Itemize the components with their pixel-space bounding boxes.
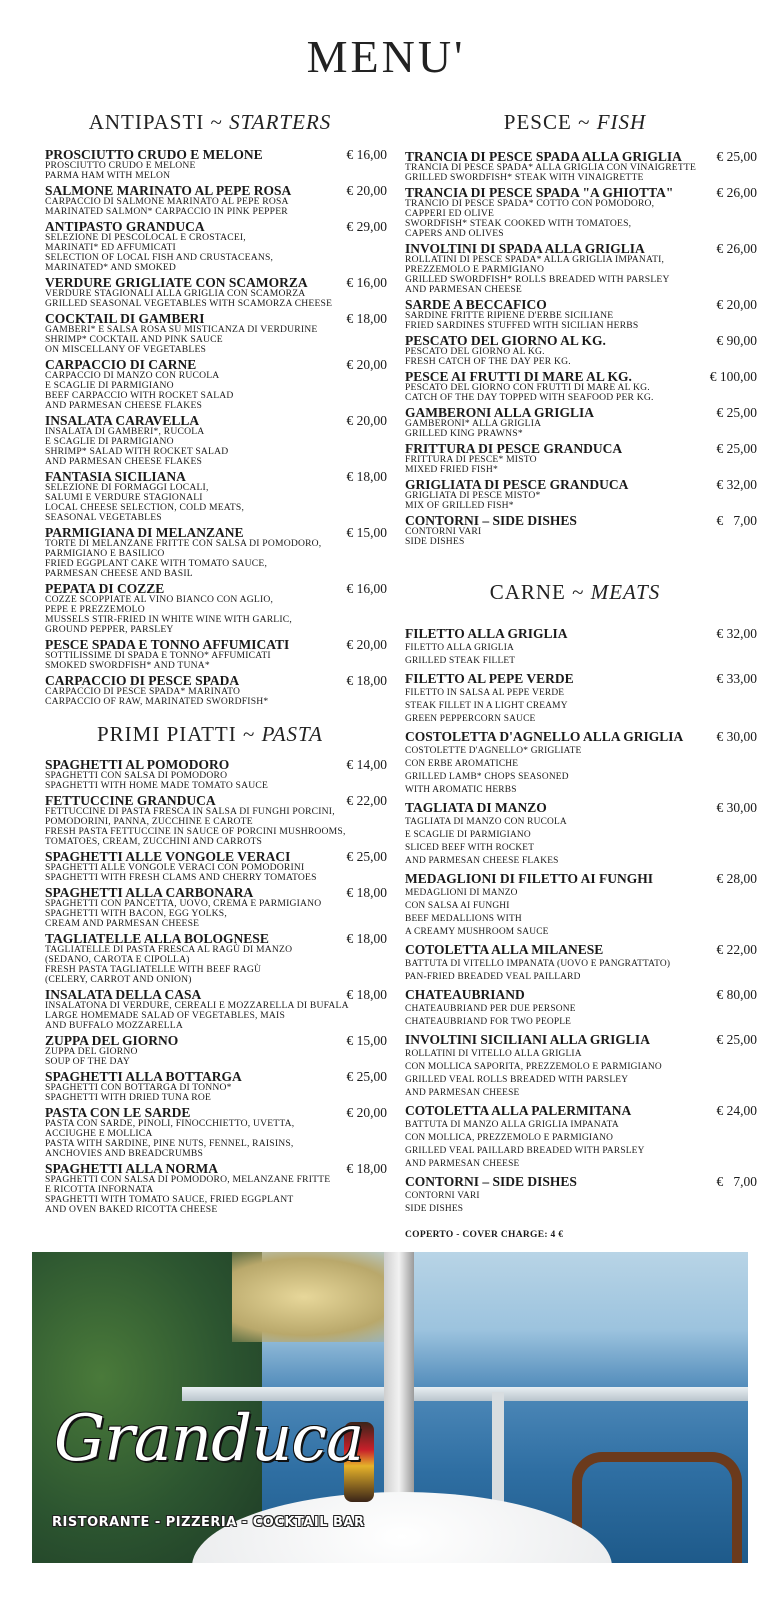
dish-price: € 15,00 (346, 525, 387, 540)
dish-name: SPAGHETTI ALLA CARBONARA (45, 885, 254, 900)
menu-item (45, 470, 387, 523)
dish-description: SPAGHETTI WITH TOMATO SAUCE, FRIED EGGPLANT (45, 1194, 294, 1205)
dish-description: SEASONAL VEGETABLES (45, 512, 162, 523)
dish-description: SELECTION OF LOCAL FISH AND CRUSTACEANS, (45, 252, 274, 263)
dish-description: PASTA WITH SARDINE, PINE NUTS, FENNEL, RAISINS, (45, 1138, 294, 1149)
dish-price: € 15,00 (346, 1033, 387, 1048)
menu-item-header (405, 1102, 757, 1119)
dish-description: SHRIMP* COCKTAIL AND PINK SAUCE (45, 334, 223, 345)
dish-description: GRILLED STEAK FILLET (405, 656, 516, 666)
dish-price: € 18,00 (346, 311, 387, 326)
menu-item (405, 625, 757, 668)
dish-description: SLICED BEEF WITH ROCKET (405, 843, 535, 853)
dish-description: GREEN PEPPERCORN SAUCE (405, 714, 536, 724)
dish-name: TRANCIA DI PESCE SPADA "A GHIOTTA" (405, 185, 674, 200)
menu-item (405, 941, 757, 984)
section-label: PRIMI PIATTI ~ (96, 722, 262, 746)
dish-name: COCKTAIL DI GAMBERI (45, 311, 205, 326)
dish-name: SPAGHETTI ALLA BOTTARGA (45, 1069, 242, 1084)
dish-description: AND OVEN BAKED RICOTTA CHEESE (45, 1204, 218, 1215)
dish-description: SPAGHETTI WITH DRIED TUNA ROE (45, 1092, 212, 1103)
menu-item (45, 526, 387, 579)
menu-item-header (405, 941, 757, 958)
dish-price: € 100,00 (709, 369, 757, 384)
dish-description: PARMA HAM WITH MELON (45, 170, 171, 181)
menu-item (405, 870, 757, 939)
dish-price: € 24,00 (716, 1103, 757, 1118)
dish-description: GRILLED SEASONAL VEGETABLES WITH SCAMORZA CHEESE (45, 298, 333, 309)
dish-price: € 18,00 (346, 1161, 387, 1176)
dish-price: € 16,00 (346, 581, 387, 596)
dish-name: PESCATO DEL GIORNO AL KG. (405, 333, 606, 348)
menu-item (405, 1102, 757, 1171)
dish-name: COTOLETTA ALLA MILANESE (405, 942, 604, 957)
dish-name: SALMONE MARINATO AL PEPE ROSA (45, 183, 292, 198)
menu-item (45, 674, 387, 707)
menu-item-header (405, 728, 757, 745)
dish-description: BATTUTA DI MANZO ALLA GRIGLIA IMPANATA (405, 1120, 619, 1130)
dish-description: TAGLIATELLE DI PASTA FRESCA AL RAGÙ DI MANZO (45, 944, 293, 955)
dish-description: SPAGHETTI CON SALSA DI POMODORO (45, 770, 228, 781)
dish-description: PREZZEMOLO E PARMIGIANO (405, 264, 545, 275)
dish-description: AND BUFFALO MOZZARELLA (45, 1020, 183, 1031)
dish-description: SPAGHETTI CON BOTTARGA DI TONNO* (45, 1082, 232, 1093)
dish-name: PESCE SPADA E TONNO AFFUMICATI (45, 637, 290, 652)
dish-description: PEPE E PREZZEMOLO (45, 604, 145, 615)
dish-description: AND PARMESAN CHEESE FLAKES (405, 856, 559, 866)
dish-description: MARINATED* AND SMOKED (45, 262, 177, 273)
dish-description: CON MOLLICA SAPORITA, PREZZEMOLO E PARMIGIANO (405, 1062, 662, 1072)
dish-description: CARPACCIO DI SALMONE MARINATO AL PEPE ROSA (45, 196, 289, 207)
dish-description: ROLLATINI DI PESCE SPADA* ALLA GRIGLIA IMPANATI, (405, 254, 665, 265)
menu-item (45, 886, 387, 929)
dish-description: AND PARMESAN CHEESE (405, 1088, 520, 1098)
menu-item-header (405, 986, 757, 1003)
dish-name: GAMBERONI ALLA GRIGLIA (405, 405, 595, 420)
dish-name: PARMIGIANA DI MELANZANE (45, 525, 244, 540)
dish-description: GRILLED LAMB* CHOPS SEASONED (405, 772, 569, 782)
dish-name: COTOLETTA ALLA PALERMITANA (405, 1103, 632, 1118)
dish-price: € 16,00 (346, 275, 387, 290)
dish-price: € 30,00 (716, 800, 757, 815)
menu-item (45, 582, 387, 635)
dish-price: € 33,00 (716, 671, 757, 686)
section-header-primi (40, 722, 380, 746)
section-pesce (405, 150, 757, 550)
menu-item (45, 220, 387, 273)
dish-description: TAGLIATA DI MANZO CON RUCOLA (405, 817, 567, 827)
dish-description: SPAGHETTI WITH BACON, EGG YOLKS, (45, 908, 227, 919)
dish-description: CONTORNI VARI (405, 526, 482, 537)
dish-name: TRANCIA DI PESCE SPADA ALLA GRIGLIA (405, 149, 682, 164)
dish-description: SPAGHETTI CON SALSA DI POMODORO, MELANZANE FRITTE (45, 1174, 331, 1185)
dish-description: GRIGLIATA DI PESCE MISTO* (405, 490, 541, 501)
dish-description: E SCAGLIE DI PARMIGIANO (45, 380, 174, 391)
dish-price: € 14,00 (346, 757, 387, 772)
dish-price: € 25,00 (716, 441, 757, 456)
dish-name: PROSCIUTTO CRUDO E MELONE (45, 147, 263, 162)
dish-name: PESCE AI FRUTTI DI MARE AL KG. (405, 369, 632, 384)
dish-price: € 20,00 (346, 183, 387, 198)
section-label: PESCE ~ (503, 110, 597, 134)
menu-item (45, 276, 387, 309)
dish-name: PEPATA DI COZZE (45, 581, 165, 596)
dish-name: CARPACCIO DI CARNE (45, 357, 197, 372)
dish-description: VERDURE STAGIONALI ALLA GRIGLIA CON SCAMORZA (45, 288, 306, 299)
dish-description: ON MISCELLANY OF VEGETABLES (45, 344, 207, 355)
menu-item (45, 148, 387, 181)
dish-description: FRIED SARDINES STUFFED WITH SICILIAN HERBS (405, 320, 639, 331)
dish-name: MEDAGLIONI DI FILETTO AI FUNGHI (405, 871, 654, 886)
dish-name: TAGLIATA DI MANZO (405, 800, 547, 815)
cover-charge: COPERTO - COVER CHARGE: 4 € (405, 1230, 564, 1240)
dish-description: FILETTO ALLA GRIGLIA (405, 643, 515, 653)
dish-name: FILETTO AL PEPE VERDE (405, 671, 574, 686)
dish-description: CAPERS AND OLIVES (405, 228, 504, 239)
dish-description: GRILLED SWORDFISH* ROLLS BREADED WITH PARSLEY (405, 274, 670, 285)
dish-price: € 25,00 (716, 1032, 757, 1047)
menu-item (45, 988, 387, 1031)
dish-description: CREAM AND PARMESAN CHEESE (45, 918, 200, 929)
dish-description: SPAGHETTI ALLE VONGOLE VERACI CON POMODORINI (45, 862, 305, 873)
dish-description: (CELERY, CARROT AND ONION) (45, 974, 192, 985)
section-label-en: FISH (596, 110, 647, 134)
dish-description: PESCATO DEL GIORNO AL KG. (405, 346, 545, 357)
menu-item-header (405, 670, 757, 687)
dish-name: FILETTO ALLA GRIGLIA (405, 626, 568, 641)
dish-description: CON MOLLICA, PREZZEMOLO E PARMIGIANO (405, 1133, 614, 1143)
dish-name: INVOLTINI DI SPADA ALLA GRIGLIA (405, 241, 645, 256)
dish-description: INSALATONA DI VERDURE, CEREALI E MOZZARELLA DI BUFALA (45, 1000, 349, 1011)
dish-price: € 18,00 (346, 885, 387, 900)
dish-description: PESCATO DEL GIORNO CON FRUTTI DI MARE AL KG. (405, 382, 650, 393)
menu-item (45, 1034, 387, 1067)
menu-item-header (405, 1173, 757, 1190)
dish-description: AND PARMESAN CHEESE (405, 1159, 520, 1169)
dish-name: GRIGLIATA DI PESCE GRANDUCA (405, 477, 629, 492)
dish-price: € 20,00 (716, 297, 757, 312)
dish-description: MARINATI* ED AFFUMICATI (45, 242, 176, 253)
dish-name: FANTASIA SICILIANA (45, 469, 186, 484)
dish-price: € 22,00 (716, 942, 757, 957)
dish-description: LARGE HOMEMADE SALAD OF VEGETABLES, MAIS (45, 1010, 285, 1021)
dish-name: PASTA CON LE SARDE (45, 1105, 191, 1120)
section-label: ANTIPASTI ~ (88, 110, 230, 134)
dish-description: SIDE DISHES (405, 536, 465, 547)
dish-name: TAGLIATELLE ALLA BOLOGNESE (45, 931, 269, 946)
menu-item (405, 670, 757, 726)
dish-price: € 32,00 (716, 626, 757, 641)
granduca-logo: Granduca (54, 1402, 364, 1476)
dish-description: PARMESAN CHEESE AND BASIL (45, 568, 193, 579)
dish-price: € 22,00 (346, 793, 387, 808)
dish-price: € 7,00 (716, 1174, 757, 1189)
dish-description: FRITTURA DI PESCE* MISTO (405, 454, 537, 465)
menu-item (45, 932, 387, 985)
dish-name: FETTUCCINE GRANDUCA (45, 793, 216, 808)
section-carne (405, 625, 757, 1241)
dish-price: € 32,00 (716, 477, 757, 492)
dish-price: € 18,00 (346, 469, 387, 484)
menu-item-header (405, 870, 757, 887)
dish-description: ANCHOVIES AND BREADCRUMBS (45, 1148, 203, 1159)
dish-description: E RICOTTA INFORNATA (45, 1184, 154, 1195)
dish-description: ACCIUGHE E MOLLICA (45, 1128, 153, 1139)
menu-item-header (405, 625, 757, 642)
dish-description: MEDAGLIONI DI MANZO (405, 888, 518, 898)
menu-item (405, 986, 757, 1029)
dish-description: SHRIMP* SALAD WITH ROCKET SALAD (45, 446, 229, 457)
dish-name: FRITTURA DI PESCE GRANDUCA (405, 441, 623, 456)
dish-price: € 16,00 (346, 147, 387, 162)
menu-item (405, 150, 757, 183)
dish-description: FRESH PASTA FETTUCCINE IN SAUCE OF PORCINI MUSHROOMS, (45, 826, 346, 837)
dish-description: LOCAL CHEESE SELECTION, COLD MEATS, (45, 502, 245, 513)
dish-description: CARPACCIO DI PESCE SPADA* MARINATO (45, 686, 241, 697)
dish-description: CARPACCIO OF RAW, MARINATED SWORDFISH* (45, 696, 269, 707)
menu-item (405, 370, 757, 403)
dish-price: € 28,00 (716, 871, 757, 886)
menu-item (405, 406, 757, 439)
dish-description: GAMBERONI* ALLA GRIGLIA (405, 418, 542, 429)
dish-description: SOUP OF THE DAY (45, 1056, 131, 1067)
dish-price: € 18,00 (346, 987, 387, 1002)
dish-description: FILETTO IN SALSA AL PEPE VERDE (405, 688, 565, 698)
dish-description: COSTOLETTE D'AGNELLO* GRIGLIATE (405, 746, 582, 756)
dish-price: € 20,00 (346, 413, 387, 428)
dish-description: AND PARMESAN CHEESE (405, 284, 522, 295)
dish-name: CHATEAUBRIAND (405, 987, 525, 1002)
dish-price: € 25,00 (716, 405, 757, 420)
dish-description: SOTTILISSIME DI SPADA E TONNO* AFFUMICATI (45, 650, 271, 661)
dish-description: AND PARMESAN CHEESE FLAKES (45, 400, 203, 411)
dish-description: MUSSELS STIR-FRIED IN WHITE WINE WITH GARLIC, (45, 614, 292, 625)
dish-description: SARDINE FRITTE RIPIENE D'ERBE SICILIANE (405, 310, 614, 321)
dish-description: GROUND PEPPER, PARSLEY (45, 624, 174, 635)
dish-description: COZZE SCOPPIATE AL VINO BIANCO CON AGLIO, (45, 594, 274, 605)
dish-name: CARPACCIO DI PESCE SPADA (45, 673, 240, 688)
dish-name: SPAGHETTI ALLA NORMA (45, 1161, 219, 1176)
dish-description: BATTUTA DI VITELLO IMPANATA (UOVO E PANGRATTATO) (405, 959, 671, 969)
dish-description: PAN-FRIED BREADED VEAL PAILLARD (405, 972, 581, 982)
dish-description: PROSCIUTTO CRUDO E MELONE (45, 160, 196, 171)
menu-item (405, 799, 757, 868)
dish-description: STEAK FILLET IN A LIGHT CREAMY (405, 701, 568, 711)
dish-price: € 29,00 (346, 219, 387, 234)
dish-description: INSALATA DI GAMBERI*, RUCOLA (45, 426, 205, 437)
dish-name: VERDURE GRIGLIATE CON SCAMORZA (45, 275, 308, 290)
menu-item (45, 758, 387, 791)
dish-price: € 25,00 (346, 1069, 387, 1084)
dish-description: CARPACCIO DI MANZO CON RUCOLA (45, 370, 220, 381)
dish-description: SPAGHETTI CON PANCETTA, UOVO, CREMA E PARMIGIANO (45, 898, 322, 909)
section-antipasti (45, 148, 387, 710)
menu-item (45, 184, 387, 217)
dish-description: CHATEAUBRIAND PER DUE PERSONE (405, 1004, 576, 1014)
dish-description: CAPPERI ED OLIVE (405, 208, 495, 219)
dish-description: CHATEAUBRIAND FOR TWO PEOPLE (405, 1017, 572, 1027)
dish-description: PARMIGIANO E BASILICO (45, 548, 165, 559)
section-header-carne (405, 580, 745, 604)
dish-description: (SEDANO, CAROTA E CIPOLLA) (45, 954, 190, 965)
dish-description: TOMATOES, CREAM, ZUCCHINI AND CARROTS (45, 836, 263, 847)
menu-item (405, 1173, 757, 1216)
dish-description: CON ERBE AROMATICHE (405, 759, 519, 769)
dish-name: SPAGHETTI ALLE VONGOLE VERACI (45, 849, 291, 864)
menu-item (45, 358, 387, 411)
menu-item (45, 850, 387, 883)
dish-description: SELEZIONE DI FORMAGGI LOCALI, (45, 482, 209, 493)
dish-name: INSALATA CARAVELLA (45, 413, 200, 428)
section-primi (45, 758, 387, 1218)
dish-description: GRILLED SWORDFISH* STEAK WITH VINAIGRETTE (405, 172, 644, 183)
menu-item (405, 478, 757, 511)
menu-item (45, 312, 387, 355)
dish-description: SPAGHETTI WITH HOME MADE TOMATO SAUCE (45, 780, 269, 791)
dish-name: ZUPPA DEL GIORNO (45, 1033, 179, 1048)
dish-price: € 18,00 (346, 673, 387, 688)
dish-description: BEEF CARPACCIO WITH ROCKET SALAD (45, 390, 234, 401)
dish-description: PASTA CON SARDE, PINOLI, FINOCCHIETTO, UVETTA, (45, 1118, 295, 1129)
menu-item (45, 794, 387, 847)
dish-name: SARDE A BECCAFICO (405, 297, 547, 312)
dish-price: € 20,00 (346, 357, 387, 372)
dish-description: SIDE DISHES (405, 1204, 464, 1214)
menu-item (45, 414, 387, 467)
section-label-en: PASTA (261, 722, 324, 746)
brand-tagline: RISTORANTE - PIZZERIA - COCKTAIL BAR (52, 1515, 365, 1530)
dish-description: E SCAGLIE DI PARMIGIANO (45, 436, 174, 447)
dish-description: FRIED EGGPLANT CAKE WITH TOMATO SAUCE, (45, 558, 268, 569)
dish-name: COSTOLETTA D'AGNELLO ALLA GRIGLIA (405, 729, 684, 744)
menu-item (45, 1162, 387, 1215)
menu-item (405, 298, 757, 331)
dish-description: GRILLED VEAL PAILLARD BREADED WITH PARSLEY (405, 1146, 645, 1156)
dish-description: GRILLED KING PRAWNS* (405, 428, 523, 439)
dish-name: INVOLTINI SICILIANI ALLA GRIGLIA (405, 1032, 650, 1047)
dish-description: CATCH OF THE DAY TOPPED WITH SEAFOOD PER KG. (405, 392, 654, 403)
dish-description: SALUMI E VERDURE STAGIONALI (45, 492, 203, 503)
dish-price: € 26,00 (716, 185, 757, 200)
section-header-antipasti (40, 110, 380, 134)
dish-description: ROLLATINI DI VITELLO ALLA GRIGLIA (405, 1049, 582, 1059)
menu-item-header (405, 1031, 757, 1048)
dish-description: E SCAGLIE DI PARMIGIANO (405, 830, 531, 840)
dish-price: € 20,00 (346, 637, 387, 652)
dish-price: € 25,00 (346, 849, 387, 864)
dish-description: GRILLED VEAL ROLLS BREADED WITH PARSLEY (405, 1075, 629, 1085)
dish-price: € 20,00 (346, 1105, 387, 1120)
dish-description: SPAGHETTI WITH FRESH CLAMS AND CHERRY TOMATOES (45, 872, 317, 883)
menu-item (45, 1106, 387, 1159)
dish-description: FETTUCCINE DI PASTA FRESCA IN SALSA DI FUNGHI PORCINI, (45, 806, 335, 817)
dish-description: TORTE DI MELANZANE FRITTE CON SALSA DI POMODORO, (45, 538, 322, 549)
section-label: CARNE ~ (489, 580, 591, 604)
dish-price: € 30,00 (716, 729, 757, 744)
dish-description: POMODORINI, PANNA, ZUCCHINE E CAROTE (45, 816, 253, 827)
dish-description: MIXED FRIED FISH* (405, 464, 498, 475)
dish-description: SWORDFISH* STEAK COOKED WITH TOMATOES, (405, 218, 632, 229)
menu-item (45, 638, 387, 671)
dish-price: € 26,00 (716, 241, 757, 256)
dish-description: AND PARMESAN CHEESE FLAKES (45, 456, 203, 467)
dish-description: TRANCIA DI PESCE SPADA* ALLA GRIGLIA CON VINAIGRETTE (405, 162, 697, 173)
menu-item-header (405, 799, 757, 816)
dish-description: A CREAMY MUSHROOM SAUCE (405, 927, 549, 937)
restaurant-photo (32, 1252, 748, 1563)
dish-price: € 80,00 (716, 987, 757, 1002)
dish-description: CON SALSA AI FUNGHI (405, 901, 510, 911)
dish-price: € 25,00 (716, 149, 757, 164)
dish-description: GAMBERI* E SALSA ROSA SU MISTICANZA DI VERDURINE (45, 324, 318, 335)
menu-item (405, 442, 757, 475)
section-label-en: MEATS (590, 580, 661, 604)
dish-description: SELEZIONE DI PESCOLOCAL E CROSTACEI, (45, 232, 246, 243)
dish-name: CONTORNI – SIDE DISHES (405, 1174, 577, 1189)
dish-description: MARINATED SALMON* CARPACCIO IN PINK PEPPER (45, 206, 288, 217)
dish-description: FRESH PASTA TAGLIATELLE WITH BEEF RAGÙ (45, 964, 262, 975)
dish-description: BEEF MEDALLIONS WITH (405, 914, 522, 924)
section-label-en: STARTERS (229, 110, 332, 134)
dish-description: WITH AROMATIC HERBS (405, 785, 517, 795)
menu-item (405, 186, 757, 239)
railing-image (182, 1387, 748, 1401)
dish-price: € 90,00 (716, 333, 757, 348)
dish-name: INSALATA DELLA CASA (45, 987, 202, 1002)
dish-description: FRESH CATCH OF THE DAY PER KG. (405, 356, 571, 367)
dish-description: TRANCIO DI PESCE SPADA* COTTO CON POMODORO, (405, 198, 655, 209)
dish-price: € 7,00 (716, 513, 757, 528)
dish-name: CONTORNI – SIDE DISHES (405, 513, 577, 528)
menu-item (405, 1031, 757, 1100)
dish-name: ANTIPASTO GRANDUCA (45, 219, 205, 234)
dish-description: CONTORNI VARI (405, 1191, 480, 1201)
section-header-pesce (405, 110, 745, 134)
menu-item (45, 1070, 387, 1103)
dish-description: ZUPPA DEL GIORNO (45, 1046, 138, 1057)
dish-description: SMOKED SWORDFISH* AND TUNA* (45, 660, 210, 671)
menu-item (405, 514, 757, 547)
menu-item (405, 728, 757, 797)
dish-name: SPAGHETTI AL POMODORO (45, 757, 230, 772)
menu-item (405, 242, 757, 295)
menu-item (405, 334, 757, 367)
dish-description: MIX OF GRILLED FISH* (405, 500, 514, 511)
menu-title: MENU' (306, 31, 466, 82)
dish-price: € 18,00 (346, 931, 387, 946)
